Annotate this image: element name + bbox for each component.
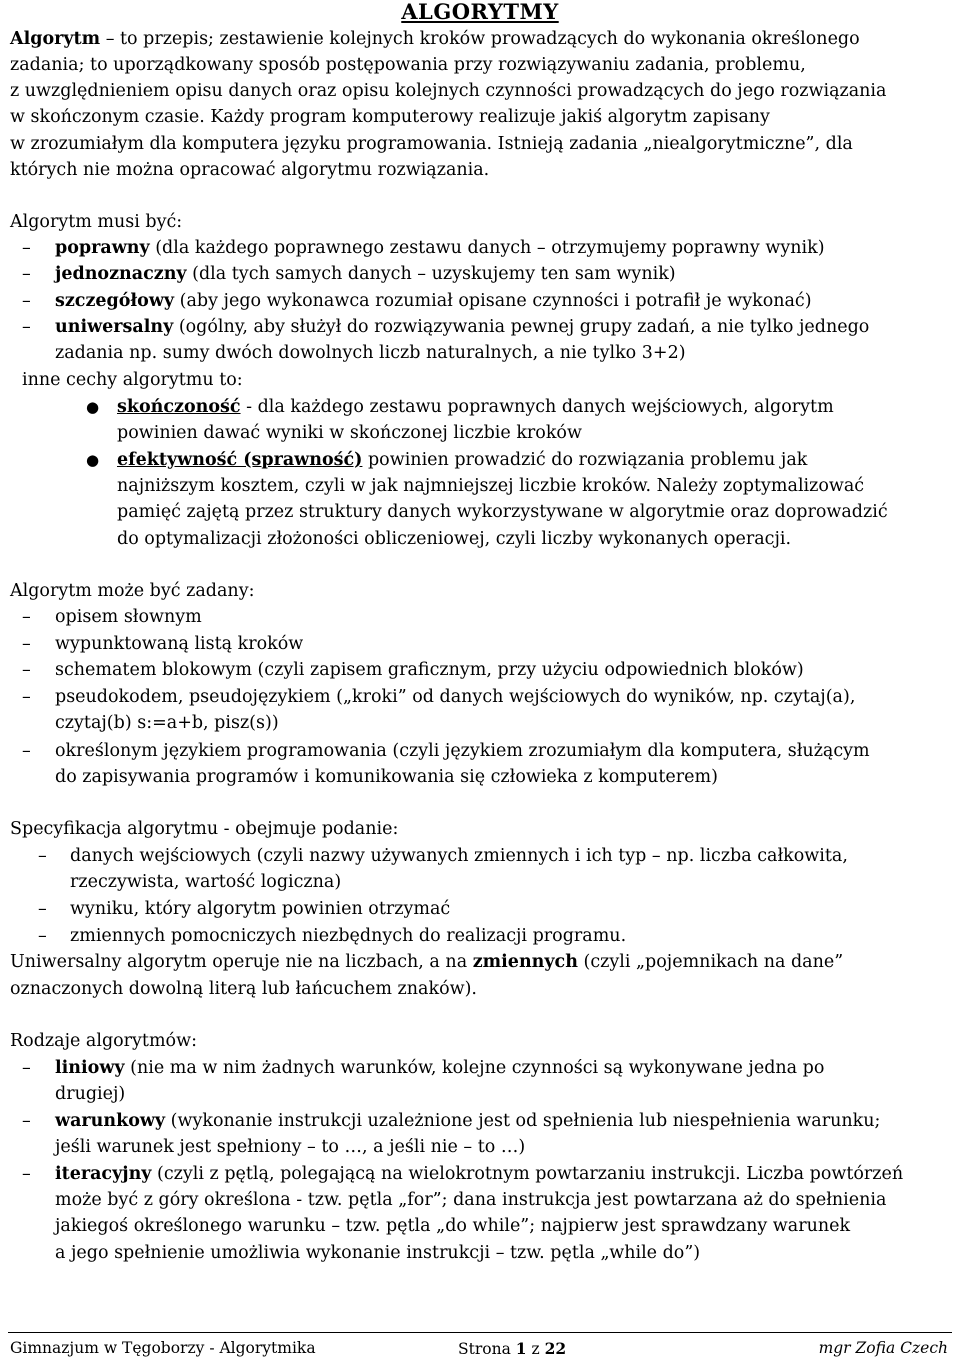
intro-line-2: zadania; to uporządkowany sposób postępowania przy rozwiązywaniu zadania, problemu,: [10, 55, 806, 75]
dash-icon: –: [22, 687, 31, 707]
feature-item: [117, 395, 834, 419]
dash-icon: –: [22, 264, 31, 284]
universal-line-1: [10, 950, 843, 974]
dash-icon: –: [22, 741, 31, 761]
intro-line-3: z uwzględnieniem opisu danych oraz opisu kolejnych czynności prowadzących do jego rozwiązania: [10, 81, 887, 101]
type-item-continuation: może być z góry określona - tzw. pętla „for”; dana instrukcja jest powtarzana aż do spełnienia: [55, 1190, 887, 1210]
given-item: określonym językiem programowania (czyli językiem zrozumiałym dla komputera, służącym: [55, 741, 870, 761]
type-item-continuation: jeśli warunek jest spełniony – to …, a jeśli nie – to …): [55, 1137, 526, 1157]
type-item: [55, 1056, 824, 1080]
type-item: [55, 1162, 903, 1186]
given-item: wypunktowaną listą kroków: [55, 634, 304, 654]
must-item-term: uniwersalny: [55, 317, 174, 337]
type-text: (nie ma w nim żadnych warunków, kolejne czynności są wykonywane jedna po: [124, 1058, 825, 1078]
must-item: [55, 315, 869, 339]
must-item-term: jednoznaczny: [55, 264, 187, 284]
feature-line: do optymalizacji złożoności obliczeniowej, czyli liczby wykonanych operacji.: [117, 529, 792, 549]
intro-text: – to przepis; zestawienie kolejnych kroków prowadzących do wykonania określonego: [100, 29, 860, 49]
spec-heading: Specyfikacja algorytmu - obejmuje podanie:: [10, 819, 399, 839]
given-item-continuation: czytaj(b) s:=a+b, pisz(s)): [55, 713, 279, 733]
type-term: iteracyjny: [55, 1164, 152, 1184]
other-features-heading: inne cechy algorytmu to:: [22, 370, 243, 390]
given-item: pseudokodem, pseudojęzykiem („kroki” od danych wejściowych do wyników, np. czytaj(a),: [55, 687, 856, 707]
type-item: [55, 1109, 880, 1133]
type-term: liniowy: [55, 1058, 125, 1078]
dash-icon: –: [22, 291, 31, 311]
dash-icon: –: [22, 238, 31, 258]
must-item: [55, 236, 825, 260]
given-item: opisem słownym: [55, 607, 202, 627]
must-item: [55, 262, 676, 286]
dash-icon: –: [22, 1164, 31, 1184]
type-text: (wykonanie instrukcji uzależnione jest od spełnienia lub niespełnienia warunku;: [165, 1111, 881, 1131]
must-item-text: (dla każdego poprawnego zestawu danych – otrzymujemy poprawny wynik): [149, 238, 825, 258]
intro-line-5: w zrozumiałym dla komputera języku programowania. Istnieją zadania „niealgorytmiczne”, dla: [10, 134, 853, 154]
footer-divider: [8, 1332, 952, 1333]
must-item-text: (ogólny, aby służył do rozwiązywania pewnej grupy zadań, a nie tylko jednego: [173, 317, 870, 337]
footer-page-label: Strona: [458, 1340, 516, 1358]
intro-line-1: [10, 27, 860, 51]
universal-line-2: oznaczonych dowolną literą lub łańcuchem znaków).: [10, 979, 477, 999]
type-term: warunkowy: [55, 1111, 166, 1131]
footer-author: mgr Zofia Czech: [818, 1339, 948, 1357]
spec-item: wyniku, który algorytm powinien otrzymać: [70, 899, 451, 919]
feature-line: najniższym kosztem, czyli w jak najmniejszej liczbie kroków. Należy zoptymalizować: [117, 476, 865, 496]
feature-term: skończoność: [117, 397, 241, 417]
must-item-continuation: zadania np. sumy dwóch dowolnych liczb naturalnych, a nie tylko 3+2): [55, 343, 686, 363]
feature-term: efektywność (sprawność): [117, 450, 363, 470]
given-item: schematem blokowym (czyli zapisem graficznym, przy użyciu odpowiednich bloków): [55, 660, 804, 680]
type-text: (czyli z pętlą, polegającą na wielokrotnym powtarzaniu instrukcji. Liczba powtórzeń: [151, 1164, 904, 1184]
universal-term: zmiennych: [472, 952, 578, 972]
type-item-continuation: jakiegoś określonego warunku – tzw. pętla „do while”; najpierw jest sprawdzany warunek: [55, 1216, 851, 1236]
types-heading: Rodzaje algorytmów:: [10, 1031, 197, 1051]
feature-line: pamięć zajętą przez struktury danych wykorzystywane w algorytmie oraz doprowadzić: [117, 502, 888, 522]
footer-current-page: 1: [515, 1339, 527, 1358]
type-item-continuation: drugiej): [55, 1084, 126, 1104]
dash-icon: –: [38, 846, 47, 866]
intro-line-6: których nie można opracować algorytmu rozwiązania.: [10, 160, 490, 180]
spec-item: danych wejściowych (czyli nazwy używanych zmiennych i ich typ – np. liczba całkowita,: [70, 846, 848, 866]
universal-text: Uniwersalny algorytm operuje nie na liczbach, a na: [10, 952, 473, 972]
must-item-text: (dla tych samych danych – uzyskujemy ten sam wynik): [186, 264, 676, 284]
feature-text: powinien prowadzić do rozwiązania problemu jak: [362, 450, 808, 470]
given-heading: Algorytm może być zadany:: [10, 581, 255, 601]
must-item-text: (aby jego wykonawca rozumiał opisane czynności i potrafił je wykonać): [174, 291, 812, 311]
bullet-icon: ●: [86, 451, 100, 469]
universal-text: (czyli „pojemnikach na dane”: [577, 952, 844, 972]
intro-line-4: w skończonym czasie. Każdy program komputerowy realizuje jakiś algorytm zapisany: [10, 107, 770, 127]
given-item-continuation: do zapisywania programów i komunikowania się człowieka z komputerem): [55, 767, 718, 787]
footer-page-separator: z: [526, 1340, 545, 1358]
footer-total-pages: 22: [544, 1339, 567, 1358]
feature-line: powinien dawać wyniki w skończonej liczbie kroków: [117, 423, 582, 443]
must-heading: Algorytm musi być:: [10, 212, 183, 232]
dash-icon: –: [22, 317, 31, 337]
must-item-term: szczegółowy: [55, 291, 175, 311]
feature-text: - dla każdego zestawu poprawnych danych wejściowych, algorytm: [240, 397, 834, 417]
dash-icon: –: [38, 926, 47, 946]
footer-page-number: [458, 1339, 566, 1358]
page-title: ALGORYTMY: [401, 0, 559, 24]
must-item: [55, 289, 812, 313]
spec-item: zmiennych pomocniczych niezbędnych do realizacji programu.: [70, 926, 627, 946]
spec-item-continuation: rzeczywista, wartość logiczna): [70, 872, 342, 892]
dash-icon: –: [38, 899, 47, 919]
intro-term: Algorytm: [10, 29, 101, 49]
dash-icon: –: [22, 607, 31, 627]
feature-item: [117, 448, 807, 472]
dash-icon: –: [22, 634, 31, 654]
dash-icon: –: [22, 660, 31, 680]
dash-icon: –: [22, 1058, 31, 1078]
dash-icon: –: [22, 1111, 31, 1131]
type-item-continuation: a jego spełnienie umożliwia wykonanie instrukcji – tzw. pętla „while do”): [55, 1243, 701, 1263]
footer-school: Gimnazjum w Tęgoborzy - Algorytmika: [10, 1339, 316, 1357]
bullet-icon: ●: [86, 398, 100, 416]
must-item-term: poprawny: [55, 238, 150, 258]
